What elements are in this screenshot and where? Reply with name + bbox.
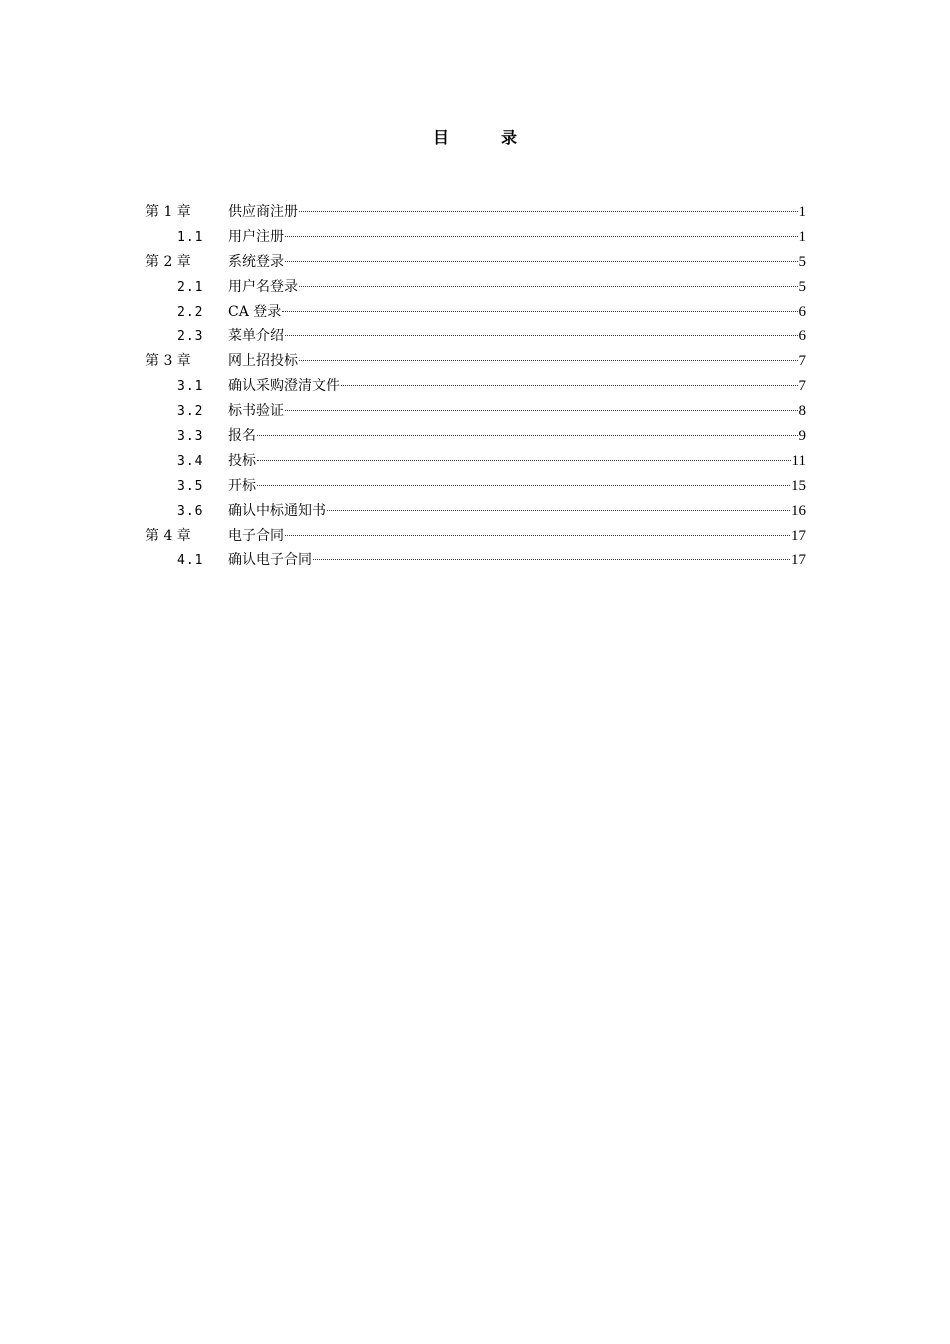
toc-heading: 目 录 <box>432 128 535 147</box>
toc-entry-section-3-5[interactable] <box>145 474 806 499</box>
dot-leader <box>285 235 798 237</box>
toc-entry-number: 3.3 <box>177 429 204 445</box>
toc-entry-page: 17 <box>791 527 806 544</box>
dot-leader <box>327 509 790 511</box>
toc-entry-chapter-4[interactable] <box>145 524 806 549</box>
toc-entry-page: 5 <box>798 278 806 295</box>
toc-entry-number: 2.3 <box>177 329 204 345</box>
toc-entry-title: 标书验证 <box>228 403 284 420</box>
dot-leader <box>313 558 790 560</box>
toc-entry-title: 投标 <box>228 452 256 469</box>
toc-entry-chapter-1[interactable] <box>145 200 806 225</box>
toc-entry-number: 2.1 <box>177 279 204 295</box>
dot-leader <box>257 484 790 486</box>
toc-entry-section-3-4[interactable] <box>145 449 806 474</box>
toc-entry-number: 3.1 <box>177 379 204 395</box>
toc-entry-title: 确认电子合同 <box>228 552 312 569</box>
toc-entry-number: 1.1 <box>177 229 204 245</box>
toc-entry-title: 确认采购澄清文件 <box>228 378 340 395</box>
toc-entry-number: 3.2 <box>177 404 204 420</box>
toc-entry-section-4-1[interactable] <box>145 548 806 573</box>
toc-entry-page: 1 <box>798 204 806 220</box>
toc-entry-section-3-2[interactable] <box>145 399 806 424</box>
toc-entry-number: 第 2 章 <box>145 253 191 270</box>
dot-leader <box>285 260 798 262</box>
dot-leader <box>285 534 790 536</box>
toc-entry-section-3-3[interactable] <box>145 424 806 449</box>
toc-entry-number: 2.2 <box>177 304 204 320</box>
toc-entry-page: 11 <box>791 452 806 469</box>
toc-entry-page: 8 <box>798 403 806 420</box>
toc-entry-title: 网上招投标 <box>228 353 298 370</box>
toc-entry-title: 报名 <box>228 428 256 445</box>
toc-entry-section-3-1[interactable] <box>145 374 806 399</box>
toc-entry-number: 第 1 章 <box>145 204 191 220</box>
toc-entry-page: 17 <box>791 552 806 569</box>
dot-leader <box>341 384 798 386</box>
toc-entry-title: CA 登录 <box>228 303 282 320</box>
dot-leader <box>285 409 798 411</box>
toc-entry-page: 16 <box>791 502 806 519</box>
toc-entry-title: 用户注册 <box>228 228 284 245</box>
dot-leader <box>299 359 798 361</box>
toc-entry-section-2-2[interactable] <box>145 300 806 325</box>
toc-entry-chapter-2[interactable] <box>145 250 806 275</box>
dot-leader <box>282 310 797 312</box>
toc-entry-title: 用户名登录 <box>228 278 298 295</box>
toc-entry-chapter-3[interactable] <box>145 349 806 374</box>
dot-leader <box>257 459 791 461</box>
toc-entry-number: 4.1 <box>177 553 204 569</box>
toc-entry-page: 9 <box>798 428 806 445</box>
dot-leader <box>299 285 798 287</box>
toc-entry-title: 开标 <box>228 477 256 494</box>
toc-entry-page: 6 <box>798 328 806 345</box>
toc-entry-number: 第 4 章 <box>145 527 191 544</box>
toc-entry-number: 3.6 <box>177 503 204 519</box>
toc-entry-title: 系统登录 <box>228 253 284 270</box>
toc-entry-title: 确认中标通知书 <box>228 502 326 519</box>
toc-entry-page: 7 <box>798 378 806 395</box>
toc-entry-page: 7 <box>798 353 806 370</box>
toc-entry-page: 6 <box>798 303 806 320</box>
toc-entry-title: 供应商注册 <box>228 204 298 220</box>
toc-entry-number: 第 3 章 <box>145 353 191 370</box>
toc-entry-section-1-1[interactable] <box>145 225 806 250</box>
toc-entry-page: 5 <box>798 253 806 270</box>
table-of-contents <box>145 200 806 573</box>
toc-entry-title: 电子合同 <box>228 527 284 544</box>
toc-entry-page: 1 <box>798 228 806 245</box>
toc-entry-number: 3.4 <box>177 453 204 469</box>
toc-entry-section-2-3[interactable] <box>145 324 806 349</box>
toc-entry-number: 3.5 <box>177 478 204 494</box>
toc-entry-page: 15 <box>791 477 806 494</box>
dot-leader <box>299 210 798 212</box>
toc-entry-title: 菜单介绍 <box>228 328 284 345</box>
dot-leader <box>257 434 798 436</box>
dot-leader <box>285 334 798 336</box>
toc-entry-section-3-6[interactable] <box>145 499 806 524</box>
toc-entry-section-2-1[interactable] <box>145 275 806 300</box>
